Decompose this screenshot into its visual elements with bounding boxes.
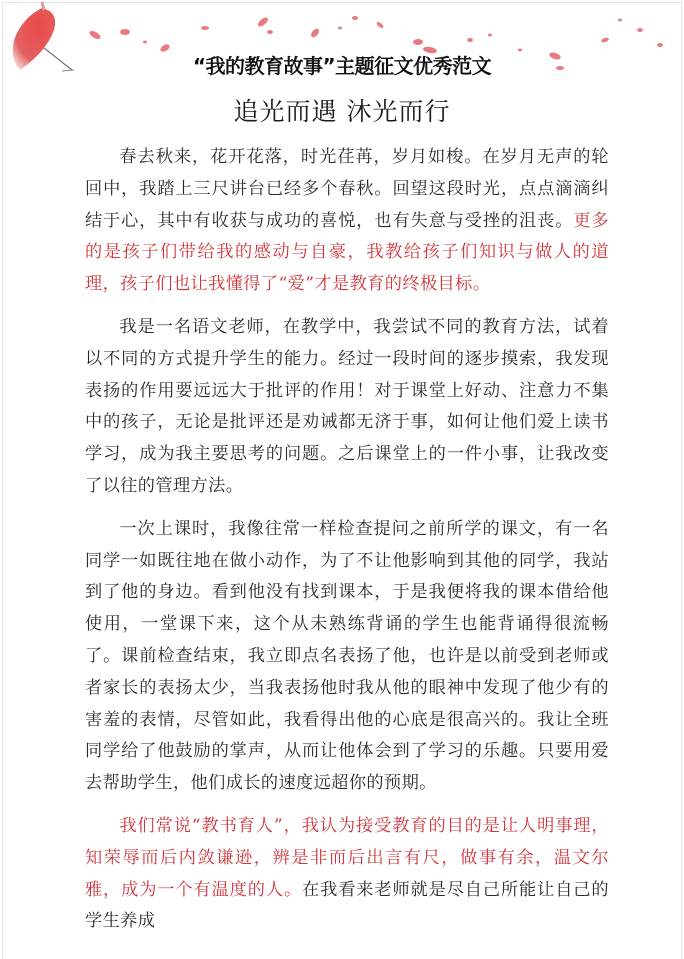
paragraph-text: 我是一名语文老师，在教学中，我尝试不同的教育方法，试着以不同的方式提升学生的能力。经过一段时间的逐步摸索，我发现表扬的作用要远远大于批评的作用！对于课堂上好动、注意力不集中的孩子，无论是批评还是劝诫都无济于事，如何让他们爱上读书学习，成为我主要思考的问题。之后课堂上的一件小事，让我改变了以往的管理方法。 bbox=[85, 316, 609, 496]
paragraph-1 bbox=[85, 142, 609, 301]
paragraph-2 bbox=[85, 312, 609, 503]
paragraph-text: 一次上课时，我像往常一样检查提问之前所学的课文，有一名同学一如既往地在做小动作，为了不让他影响到其他的同学，我站到了他的身边。看到他没有找到课本，于是我便将我的课本借给他使用，一堂课下来，这个从未熟练背诵的学生也能背诵得很流畅了。课前检查结束，我立即点名表扬了他，也许是以前受到老师或者家长的表扬太少，当我表扬他时我从他的眼神中发现了他少有的害羞的表情，尽管如此，我看得出他的心底是很高兴的。我让全班同学给了他鼓励的掌声，从而让他体会到了学习的乐趣。只要用爱去帮助学生，他们成长的速度远超你的预期。 bbox=[85, 518, 609, 794]
paragraph-text: 在我看来老师就是尽自己所能让自己的学生养成 bbox=[85, 879, 609, 932]
paragraph-text: 春去秋来，花开花落，时光荏苒，岁月如梭。在岁月无声的轮回中，我踏上三尺讲台已经多个春秋。回望这段时光，点点滴滴纠结于心，其中有收获与成功的喜悦，也有失意与受挫的沮丧。 bbox=[85, 147, 609, 231]
highlighted-text: 我们常说“教书育人”，我认为接受教育的目的是让人明事理，知荣辱而后内敛谦逊，辨是非而后出言有尺，做事有余，温文尔雅，成为一个有温度的人。 bbox=[85, 815, 609, 900]
paragraph-4 bbox=[85, 811, 609, 938]
article-body bbox=[85, 142, 609, 949]
document-heading: “我的教育故事”主题征文优秀范文 bbox=[192, 54, 492, 78]
article-title: 追光而遇 沐光而行 bbox=[233, 97, 451, 126]
highlighted-text: 更多的是孩子们带给我的感动与自豪，我教给孩子们知识与做人的道理，孩子们也让我懂得了“爱”才是教育的终极目标。 bbox=[85, 210, 609, 295]
paragraph-3 bbox=[85, 514, 609, 800]
